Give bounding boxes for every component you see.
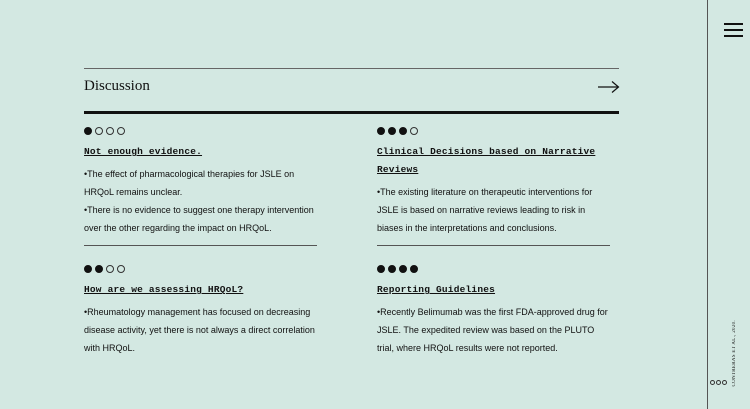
- sidebar-progress-dots: [710, 380, 727, 385]
- filled-dot-icon: [399, 265, 407, 273]
- bullet-text: •Recently Belimumab was the first FDA-approved drug for JSLE. The expedited review was based on the PLUTO trial, where HRQoL results were not reported.: [377, 307, 608, 353]
- citation-label: CONTRERAS ET AL., 2020.: [732, 320, 737, 387]
- filled-dot-icon: [84, 265, 92, 273]
- rating-dots: [377, 265, 612, 273]
- filled-dot-icon: [377, 127, 385, 135]
- empty-dot-icon: [117, 127, 125, 135]
- card-reporting-guidelines: [377, 265, 612, 357]
- empty-dot-icon: [410, 127, 418, 135]
- filled-dot-icon: [410, 265, 418, 273]
- card-divider: [377, 245, 610, 246]
- card-assessing-hrqol: [84, 265, 319, 357]
- filled-dot-icon: [388, 265, 396, 273]
- empty-dot-icon: [95, 127, 103, 135]
- filled-dot-icon: [95, 265, 103, 273]
- filled-dot-icon: [399, 127, 407, 135]
- bullet-text: •Rheumatology management has focused on decreasing disease activity, yet there is not always a direct correlation with HRQoL.: [84, 307, 315, 353]
- rating-dots: [377, 127, 612, 135]
- card-heading: How are we assessing HRQoL?: [84, 284, 244, 295]
- bullet-text: •The existing literature on therapeutic interventions for JSLE is based on narrative reviews leading to risk in biases in the interpretations and conclusions.: [377, 187, 593, 233]
- page-title: Discussion: [84, 78, 150, 94]
- rating-dots: [84, 265, 319, 273]
- card-not-enough-evidence: [84, 127, 319, 237]
- empty-dot-icon: [117, 265, 125, 273]
- card-heading: Clinical Decisions based on Narrative Reviews: [377, 146, 596, 175]
- filled-dot-icon: [377, 265, 385, 273]
- filled-dot-icon: [388, 127, 396, 135]
- filled-dot-icon: [84, 127, 92, 135]
- section-rule: [84, 111, 619, 114]
- bullet-text: •The effect of pharmacological therapies for JSLE on HRQoL remains unclear.: [84, 169, 295, 197]
- card-heading: Not enough evidence.: [84, 146, 203, 157]
- card-clinical-decisions: [377, 127, 612, 237]
- arrow-right-icon[interactable]: [598, 80, 620, 94]
- bullet-text: •There is no evidence to suggest one therapy intervention over the other regarding the impact on HRQoL.: [84, 205, 314, 233]
- sidebar: [707, 0, 750, 409]
- hamburger-menu-icon[interactable]: [724, 23, 743, 38]
- rating-dots: [84, 127, 319, 135]
- card-heading: Reporting Guidelines: [377, 284, 496, 295]
- card-divider: [84, 245, 317, 246]
- empty-dot-icon: [106, 265, 114, 273]
- empty-dot-icon: [106, 127, 114, 135]
- top-rule: [84, 68, 619, 69]
